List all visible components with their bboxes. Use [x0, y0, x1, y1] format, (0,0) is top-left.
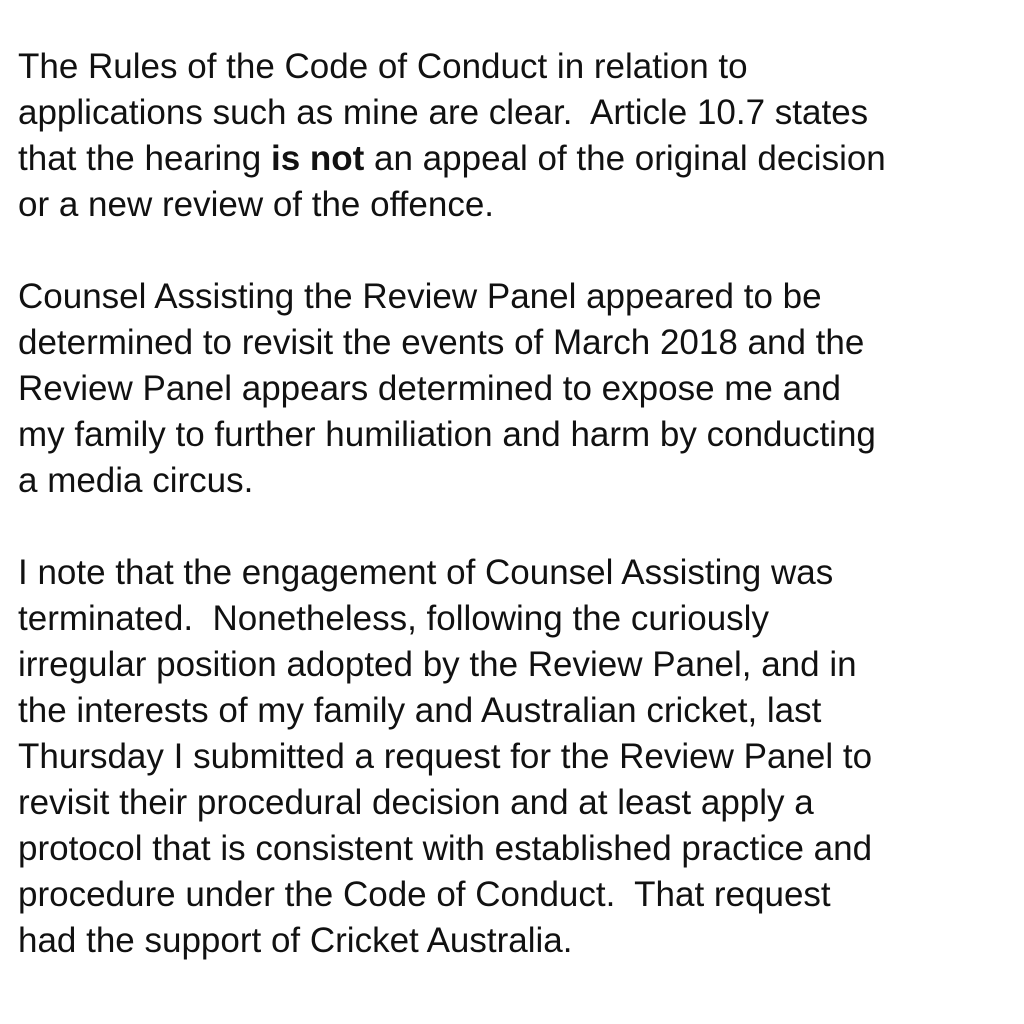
- text-line: a media circus.: [18, 461, 254, 500]
- text-line: had the support of Cricket Australia.: [18, 921, 573, 960]
- text-segment: that the hearing: [18, 139, 271, 178]
- paragraph-counsel-assisting: [18, 274, 1024, 504]
- text-line: Thursday I submitted a request for the Review Panel to: [18, 737, 873, 776]
- emphasis-is-not: is not: [270, 139, 365, 178]
- text-line: applications such as mine are clear. Article 10.7 states: [18, 93, 869, 132]
- text-line: the interests of my family and Australian cricket, last: [18, 691, 822, 730]
- text-line: The Rules of the Code of Conduct in relation to: [18, 47, 748, 86]
- text-line: protocol that is consistent with established practice and: [18, 829, 873, 868]
- text-line: terminated. Nonetheless, following the curiously: [18, 599, 769, 638]
- text-line: [18, 136, 1024, 182]
- text-line: revisit their procedural decision and at least apply a: [18, 783, 814, 822]
- paragraph-code-of-conduct: [18, 44, 1024, 228]
- text-line: Counsel Assisting the Review Panel appeared to be: [18, 277, 822, 316]
- text-line: Review Panel appears determined to expose me and: [18, 369, 841, 408]
- text-line: or a new review of the offence.: [18, 185, 495, 224]
- text-line: my family to further humiliation and harm by conducting: [18, 415, 876, 454]
- paragraph-request: [18, 550, 1024, 964]
- text-line: procedure under the Code of Conduct. That request: [18, 875, 831, 914]
- text-segment: an appeal of the original decision: [364, 139, 886, 178]
- text-line: determined to revisit the events of March 2018 and the: [18, 323, 865, 362]
- text-line: irregular position adopted by the Review Panel, and in: [18, 645, 857, 684]
- text-line: I note that the engagement of Counsel Assisting was: [18, 553, 834, 592]
